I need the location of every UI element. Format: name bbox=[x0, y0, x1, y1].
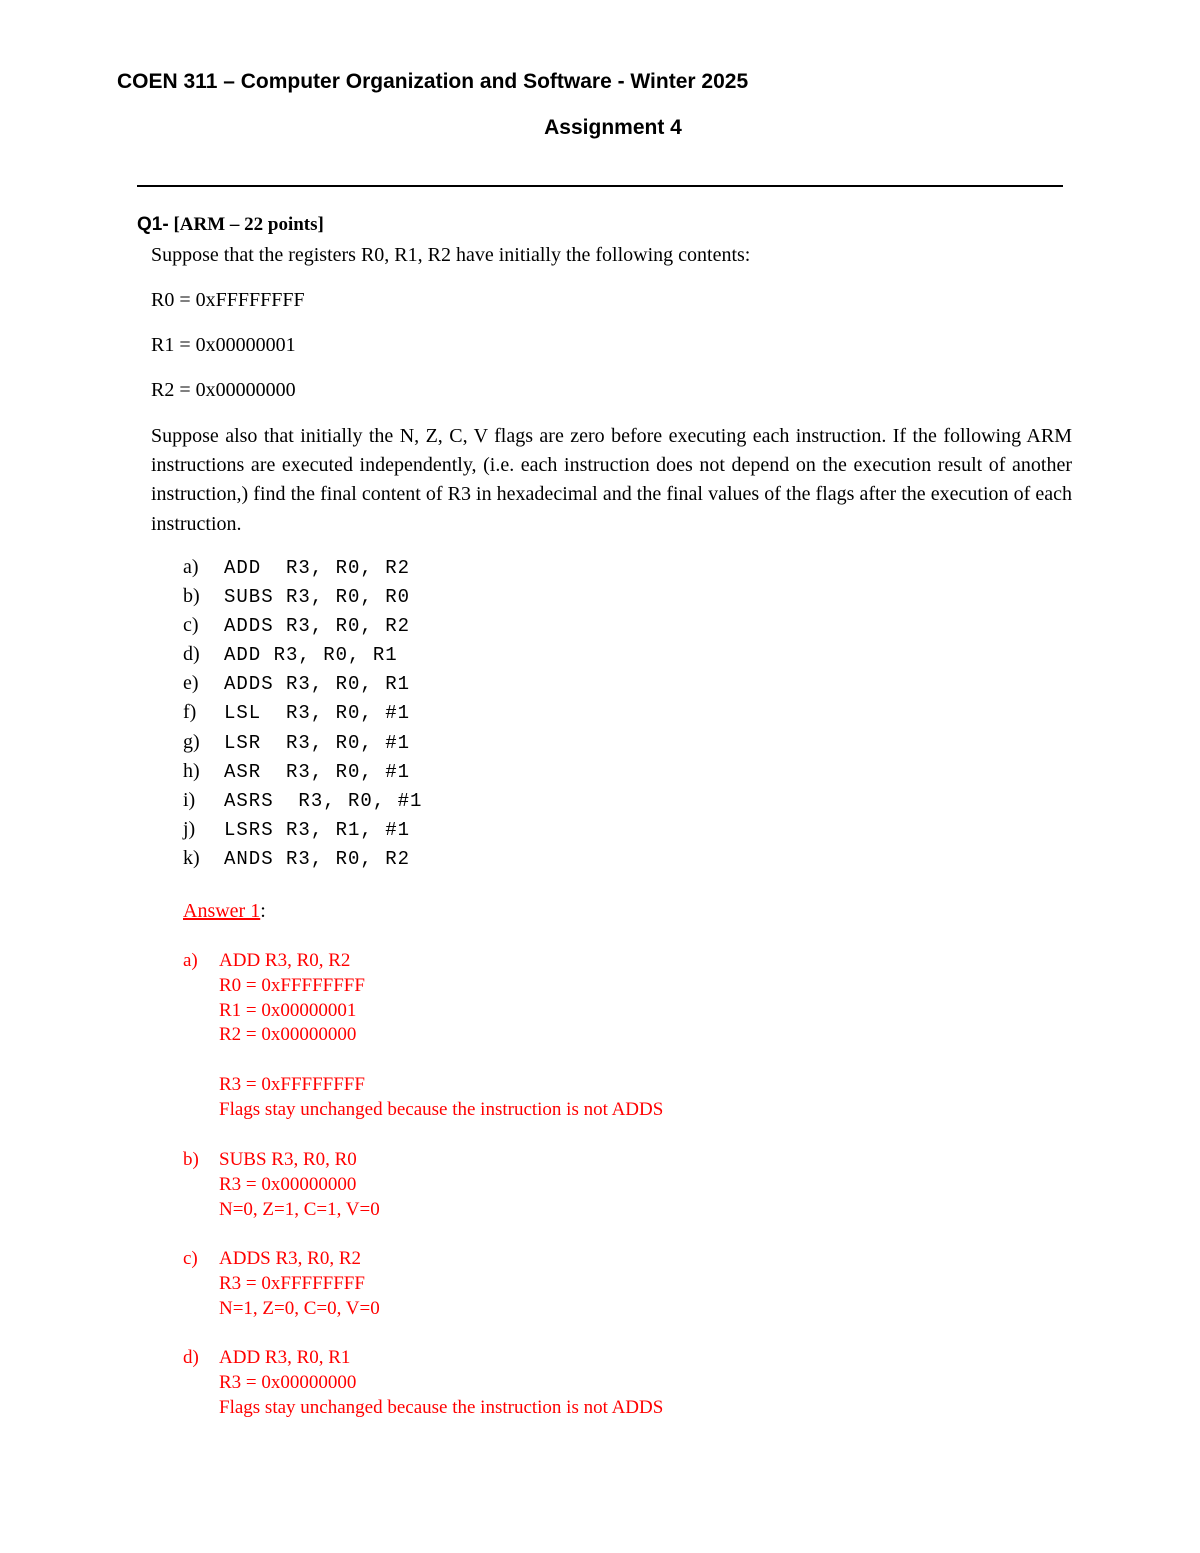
instruction-item bbox=[183, 553, 422, 582]
answer-body bbox=[219, 949, 663, 1123]
instruction-item bbox=[183, 728, 422, 757]
answer-line: R3 = 0xFFFFFFFF bbox=[219, 1073, 365, 1095]
instruction-code: LSL R3, R0, #1 bbox=[224, 702, 411, 725]
instruction-code: ASR R3, R0, #1 bbox=[224, 760, 411, 783]
answer-body bbox=[219, 1247, 380, 1321]
answer-letter: d) bbox=[183, 1347, 199, 1368]
answer-line: ADDS R3, R0, R2 bbox=[219, 1248, 361, 1269]
instruction-code: LSR R3, R0, #1 bbox=[224, 731, 411, 754]
instruction-letter: c) bbox=[183, 614, 199, 637]
instruction-item bbox=[183, 698, 422, 727]
answer-line: SUBS R3, R0, R0 bbox=[219, 1149, 357, 1170]
instruction-code: ANDS R3, R0, R2 bbox=[224, 847, 411, 870]
question-number: Q1- bbox=[137, 214, 169, 235]
instruction-item bbox=[183, 757, 422, 786]
instruction-code: ADD R3, R0, R1 bbox=[224, 644, 398, 667]
course-title: COEN 311 – Computer Organization and Software - Winter 2025 bbox=[117, 70, 749, 93]
instruction-code: ADDS R3, R0, R2 bbox=[224, 615, 411, 638]
answer-spacer bbox=[219, 1048, 663, 1073]
answer-line: R1 = 0x00000001 bbox=[219, 999, 357, 1021]
answer-line: ADD R3, R0, R2 bbox=[219, 950, 351, 971]
question-points: [ARM – 22 points] bbox=[173, 214, 324, 235]
answer-letter: c) bbox=[183, 1248, 198, 1269]
instruction-letter: h) bbox=[183, 759, 200, 782]
instruction-letter: j) bbox=[183, 817, 196, 840]
answer-body bbox=[219, 1346, 663, 1420]
header-divider bbox=[137, 185, 1063, 187]
instruction-letter: f) bbox=[183, 701, 197, 724]
answer-line: R3 = 0x00000000 bbox=[219, 1173, 357, 1195]
instruction-list bbox=[183, 553, 422, 873]
assignment-title: Assignment 4 bbox=[544, 116, 682, 139]
answer-letter: a) bbox=[183, 950, 198, 971]
instruction-letter: k) bbox=[183, 846, 200, 869]
instruction-code: ADD R3, R0, R2 bbox=[224, 557, 411, 579]
instruction-code: SUBS R3, R0, R0 bbox=[224, 586, 411, 609]
answer-line: R3 = 0x00000000 bbox=[219, 1371, 357, 1393]
answer-line: R2 = 0x00000000 bbox=[219, 1024, 357, 1046]
answer-line: N=1, Z=0, C=0, V=0 bbox=[219, 1297, 380, 1319]
instruction-letter: a) bbox=[183, 556, 199, 578]
instruction-code: LSRS R3, R1, #1 bbox=[224, 818, 411, 841]
instruction-item bbox=[183, 669, 422, 698]
instruction-letter: i) bbox=[183, 788, 196, 811]
answer-heading-colon: : bbox=[260, 900, 266, 922]
instruction-letter: b) bbox=[183, 585, 200, 608]
answer-line: Flags stay unchanged because the instruction is not ADDS bbox=[219, 1396, 664, 1418]
instruction-item bbox=[183, 640, 422, 669]
register-r2: R2 = 0x00000000 bbox=[151, 379, 296, 401]
answer-heading-label: Answer 1 bbox=[183, 900, 261, 922]
answer-letter: b) bbox=[183, 1149, 199, 1170]
question-paragraph: Suppose also that initially the N, Z, C, V flags are zero before executing each instruction. If the following ARM instructions are executed independently, (i.e. each instruction does not depend on the execution result of another instruction,) find the final content of R3 in hexadecimal and the final values of the flags after the execution of each instruction. bbox=[151, 425, 1072, 535]
instruction-item bbox=[183, 786, 422, 815]
instruction-code: ADDS R3, R0, R1 bbox=[224, 673, 411, 696]
register-r1: R1 = 0x00000001 bbox=[151, 334, 296, 356]
instruction-item bbox=[183, 815, 422, 844]
question-intro: Suppose that the registers R0, R1, R2 have initially the following contents: bbox=[151, 244, 751, 266]
answer-line: ADD R3, R0, R1 bbox=[219, 1347, 351, 1368]
instruction-code: ASRS R3, R0, #1 bbox=[224, 789, 423, 812]
answer-line: Flags stay unchanged because the instruction is not ADDS bbox=[219, 1098, 664, 1120]
instruction-item bbox=[183, 844, 422, 873]
instruction-item bbox=[183, 611, 422, 640]
question-heading bbox=[137, 214, 324, 236]
instruction-item bbox=[183, 582, 422, 611]
answer-heading bbox=[183, 900, 266, 923]
instruction-letter: e) bbox=[183, 672, 199, 695]
instruction-letter: d) bbox=[183, 643, 200, 666]
register-r0: R0 = 0xFFFFFFFF bbox=[151, 289, 305, 311]
answer-line: N=0, Z=1, C=1, V=0 bbox=[219, 1198, 380, 1220]
answer-line: R3 = 0xFFFFFFFF bbox=[219, 1272, 365, 1294]
answer-line: R0 = 0xFFFFFFFF bbox=[219, 974, 365, 996]
instruction-letter: g) bbox=[183, 730, 200, 753]
answer-body bbox=[219, 1148, 380, 1222]
